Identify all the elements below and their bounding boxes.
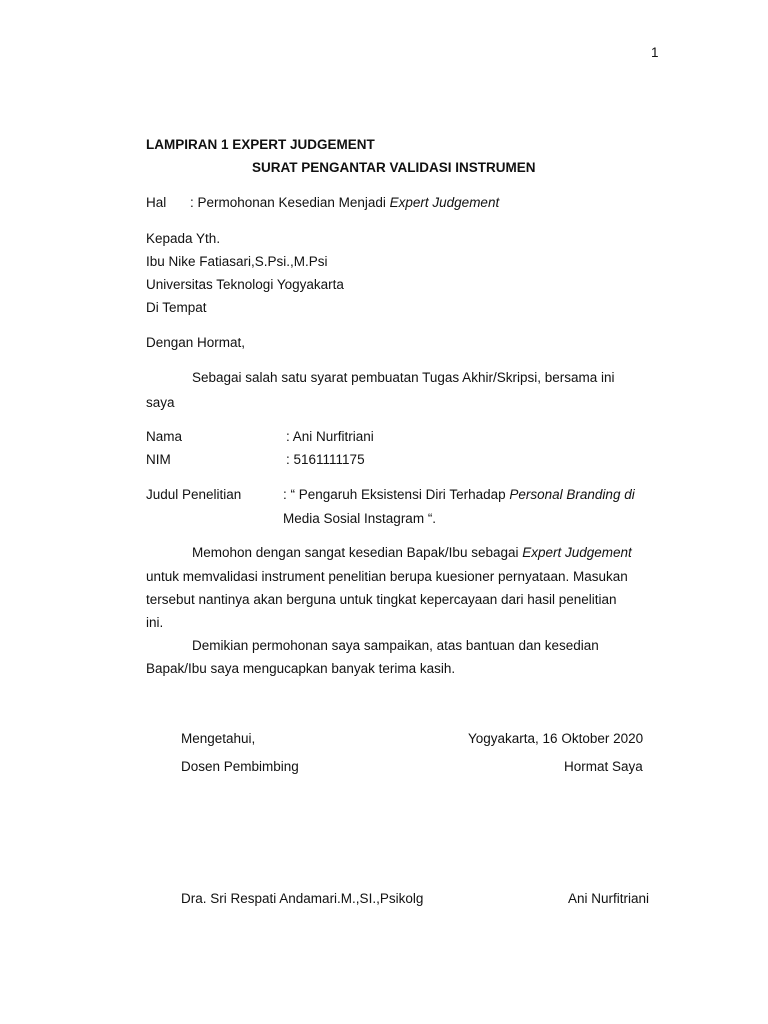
- paragraph1-line-2: untuk memvalidasi instrument penelitian berupa kuesioner pernyataan. Masukan: [146, 569, 628, 584]
- recipient-line-3: Universitas Teknologi Yogyakarta: [146, 277, 344, 292]
- letter-title: SURAT PENGANTAR VALIDASI INSTRUMEN: [252, 160, 536, 175]
- nama-value: : Ani Nurfitriani: [286, 429, 374, 444]
- paragraph1-line-1: [192, 545, 632, 560]
- paragraph1-line-3: tersebut nantinya akan berguna untuk tingkat kepercayaan dari hasil penelitian: [146, 592, 617, 607]
- judul-italic: Personal Branding di: [509, 487, 635, 502]
- paragraph1-text: Memohon dengan sangat kesedian Bapak/Ibu sebagai: [192, 545, 523, 560]
- hal-label: Hal: [146, 195, 167, 210]
- recipient-line-1: Kepada Yth.: [146, 231, 221, 246]
- signature-left-line-1: Mengetahui,: [181, 731, 256, 746]
- judul-label: Judul Penelitian: [146, 487, 242, 502]
- signature-left-name: Dra. Sri Respati Andamari.M.,SI.,Psikolg: [181, 891, 424, 906]
- nim-label: NIM: [146, 452, 171, 467]
- paragraph2-line-2: Bapak/Ibu saya mengucapkan banyak terima kasih.: [146, 661, 456, 676]
- intro-line-2: saya: [146, 395, 175, 410]
- signature-right-name: Ani Nurfitriani: [568, 891, 650, 906]
- recipient-line-2: Ibu Nike Fatiasari,S.Psi.,M.Psi: [146, 254, 328, 269]
- intro-line-1: Sebagai salah satu syarat pembuatan Tugas Akhir/Skripsi, bersama ini: [192, 370, 615, 385]
- nama-label: Nama: [146, 429, 183, 444]
- greeting: Dengan Hormat,: [146, 335, 246, 350]
- paragraph1-line-4: ini.: [146, 615, 164, 630]
- lampiran-title: LAMPIRAN 1 EXPERT JUDGEMENT: [146, 137, 375, 152]
- judul-value-line-2: Media Sosial Instagram “.: [283, 511, 437, 526]
- hal-value: [190, 195, 499, 210]
- signature-left-line-2: Dosen Pembimbing: [181, 759, 299, 774]
- hal-value-italic: Expert Judgement: [389, 195, 500, 210]
- signature-right-line-2: Hormat Saya: [564, 759, 643, 774]
- paragraph2-line-1: Demikian permohonan saya sampaikan, atas bantuan dan kesedian: [192, 638, 599, 653]
- recipient-line-4: Di Tempat: [146, 300, 207, 315]
- page-number: 1: [651, 45, 659, 60]
- judul-value-line-1: [283, 487, 635, 502]
- signature-right-line-1: Yogyakarta, 16 Oktober 2020: [468, 731, 644, 746]
- judul-text: : “ Pengaruh Eksistensi Diri Terhadap: [283, 487, 510, 502]
- hal-value-text: : Permohonan Kesedian Menjadi: [190, 195, 390, 210]
- paragraph1-italic: Expert Judgement: [522, 545, 632, 560]
- nim-value: : 5161111175: [286, 452, 365, 467]
